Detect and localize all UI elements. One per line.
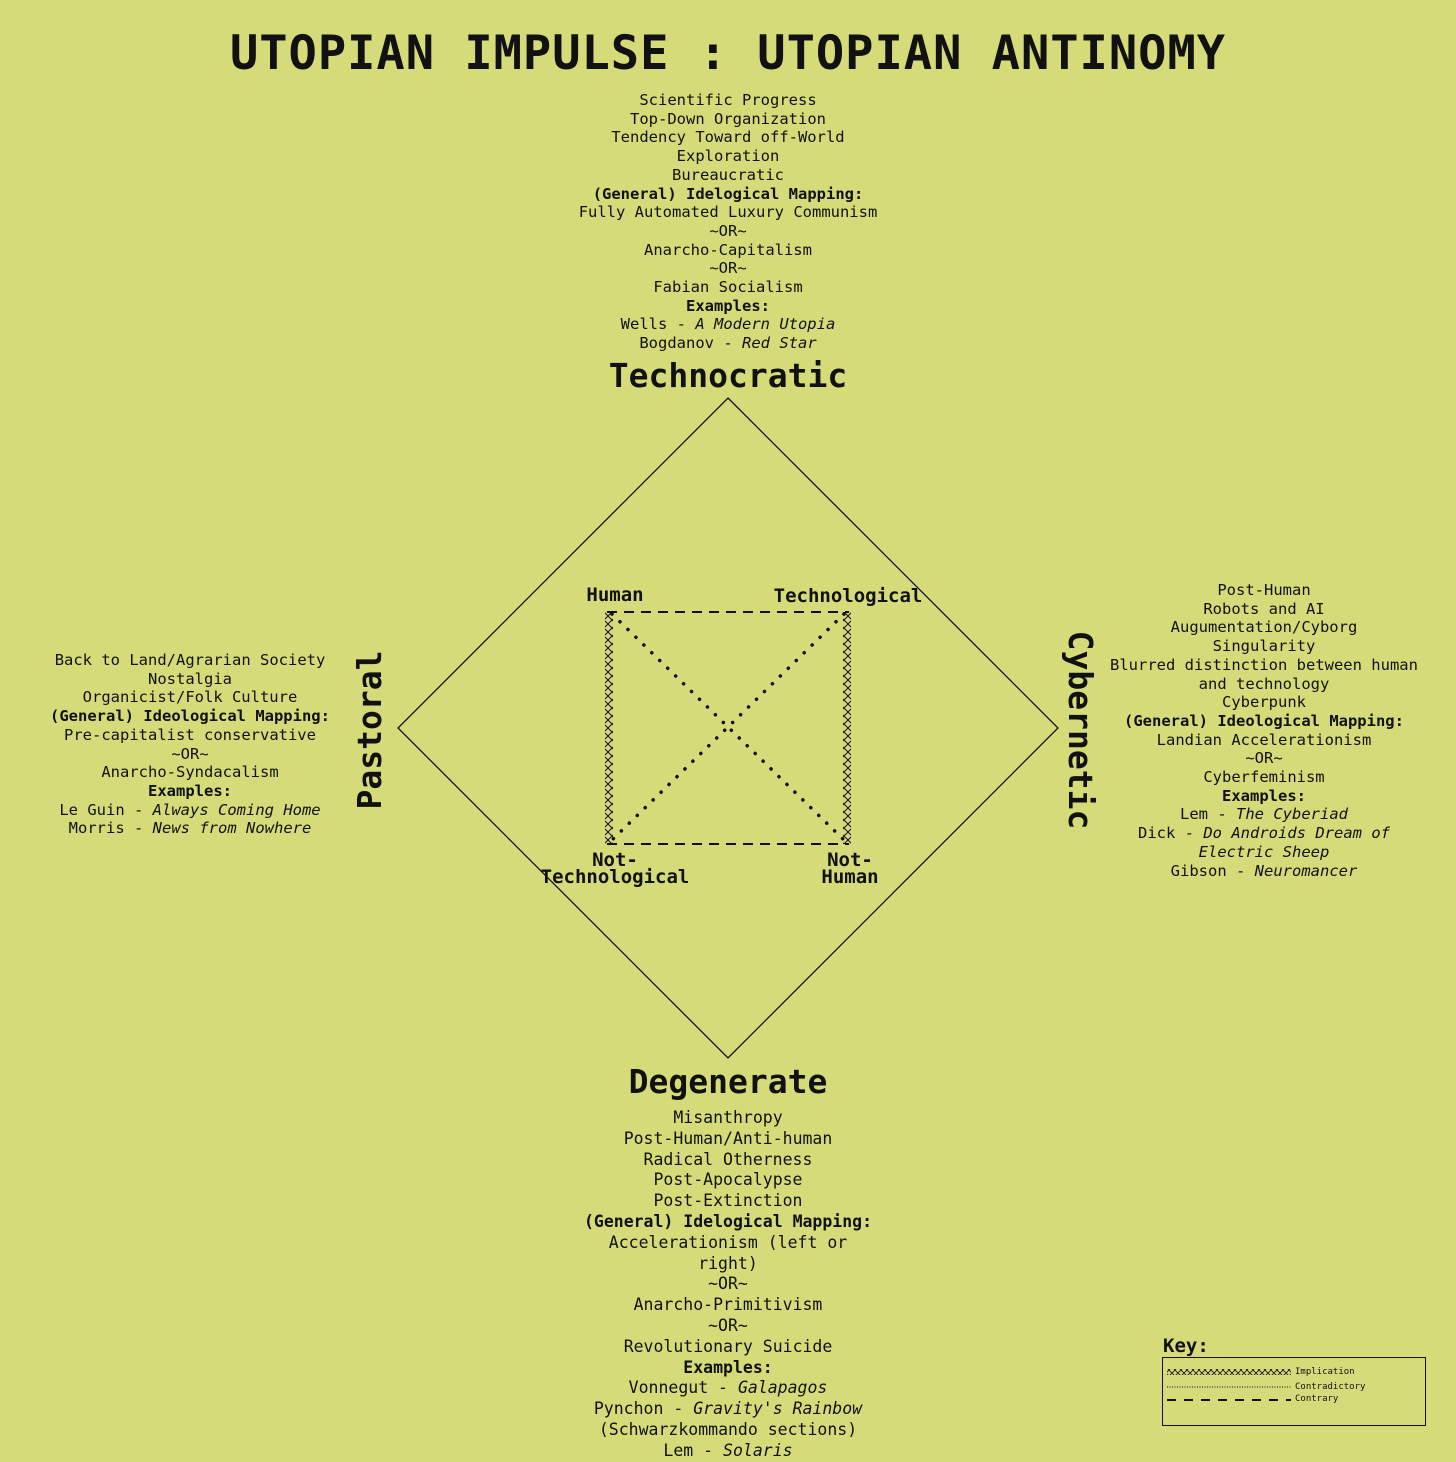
technocratic-line: [478, 147, 978, 166]
key-box: [1162, 1357, 1426, 1426]
technocratic-text: Red Star: [742, 334, 817, 353]
technocratic-line: [478, 203, 978, 222]
cybernetic-line: [1094, 787, 1434, 806]
cybernetic-line: [1094, 824, 1434, 843]
pastoral-line: [20, 670, 360, 689]
pastoral-text: Examples:: [148, 781, 232, 800]
key-contradictory-label: Contradictory: [1295, 1382, 1366, 1392]
implication-line-left: [605, 612, 613, 844]
degenerate-line: [478, 1212, 978, 1233]
technocratic-text: A Modern Utopia: [695, 315, 836, 334]
pastoral-text: Back to Land/Agrarian Society: [54, 651, 326, 669]
technocratic-text: Wells -: [620, 315, 696, 334]
cybernetic-line: [1094, 618, 1434, 637]
technocratic-heading: Technocratic: [608, 356, 848, 395]
cybernetic-text: Electric Sheep: [1198, 842, 1330, 861]
degenerate-line: [478, 1170, 978, 1191]
corner-label-not-human: Not- Human: [821, 849, 879, 888]
degenerate-text: Radical Otherness: [643, 1149, 813, 1169]
degenerate-line: [478, 1274, 978, 1295]
cybernetic-line: [1094, 600, 1434, 619]
pastoral-heading: Pastoral: [350, 650, 389, 810]
degenerate-text: Lem -: [663, 1440, 724, 1460]
pastoral-text: Morris -: [68, 819, 153, 838]
cybernetic-text: ~OR~: [1245, 749, 1283, 768]
degenerate-line: [478, 1191, 978, 1212]
pastoral-description: [20, 651, 360, 838]
pastoral-text: Nostalgia: [148, 669, 232, 688]
pastoral-text: Anarcho-Syndacalism: [101, 763, 279, 782]
degenerate-text: Post-Apocalypse: [653, 1170, 803, 1190]
technocratic-text: Bogdanov -: [639, 334, 742, 353]
technocratic-line: [478, 222, 978, 241]
cybernetic-text: Post-Human: [1217, 581, 1311, 599]
technocratic-text: Fabian Socialism: [653, 278, 803, 297]
degenerate-line: [478, 1399, 978, 1420]
cybernetic-line: [1094, 749, 1434, 768]
cybernetic-line: [1094, 675, 1434, 694]
cybernetic-line: [1094, 693, 1434, 712]
degenerate-text: (Schwarzkommando sections): [598, 1419, 858, 1439]
cybernetic-text: Cyberpunk: [1222, 693, 1306, 712]
contradictory-line-2: [612, 614, 844, 840]
corner-label-not-technological: Not- Technological: [540, 849, 690, 888]
cybernetic-text: Landian Accelerationism: [1156, 730, 1372, 749]
degenerate-line: [478, 1233, 978, 1254]
pastoral-text: (General) Ideological Mapping:: [50, 707, 330, 726]
cybernetic-text: Robots and AI: [1203, 599, 1325, 618]
cybernetic-line: [1094, 731, 1434, 750]
degenerate-line: [478, 1150, 978, 1171]
technocratic-line: [478, 110, 978, 129]
degenerate-text: Pynchon -: [593, 1399, 694, 1419]
cybernetic-text: Examples:: [1222, 786, 1306, 805]
cybernetic-text: Do Androids Dream of: [1203, 824, 1390, 843]
cybernetic-text: and technology: [1198, 674, 1330, 693]
cybernetic-line: [1094, 712, 1434, 731]
implication-line-right: [843, 612, 851, 844]
degenerate-text: Revolutionary Suicide: [623, 1336, 833, 1356]
pastoral-line: [20, 763, 360, 782]
cybernetic-text: Augumentation/Cyborg: [1170, 618, 1358, 637]
cybernetic-text: Singularity: [1212, 637, 1316, 656]
degenerate-text: ~OR~: [708, 1315, 748, 1335]
corner-label-technological: Technological: [773, 585, 923, 607]
technocratic-text: ~OR~: [709, 221, 747, 240]
key-implication-swatch: [1167, 1369, 1291, 1375]
technocratic-line: [478, 185, 978, 204]
diamond-outline: [398, 398, 1058, 1058]
cybernetic-text: Dick -: [1138, 824, 1204, 843]
key-title: Key:: [1163, 1335, 1209, 1357]
pastoral-line: [20, 726, 360, 745]
degenerate-line: [478, 1129, 978, 1150]
cybernetic-text: Neuromancer: [1254, 861, 1358, 880]
degenerate-text: Accelerationism (left or: [608, 1232, 848, 1252]
pastoral-line: [20, 819, 360, 838]
cybernetic-text: Gibson -: [1170, 861, 1255, 880]
cybernetic-text: The Cyberiad: [1236, 805, 1348, 824]
degenerate-text: Galapagos: [737, 1378, 828, 1398]
technocratic-line: [478, 334, 978, 353]
degenerate-text: Gravity's Rainbow: [693, 1399, 863, 1419]
technocratic-line: [478, 128, 978, 147]
technocratic-text: Anarcho-Capitalism: [644, 240, 812, 259]
degenerate-text: ~OR~: [708, 1274, 748, 1294]
cybernetic-line: [1094, 637, 1434, 656]
technocratic-text: Scientific Progress: [639, 91, 817, 109]
degenerate-text: (General) Idelogical Mapping:: [583, 1211, 873, 1231]
degenerate-line: [478, 1108, 978, 1129]
degenerate-text: Solaris: [723, 1440, 793, 1460]
degenerate-line: [478, 1316, 978, 1337]
cybernetic-line: [1094, 862, 1434, 881]
degenerate-text: Vonnegut -: [628, 1378, 738, 1398]
pastoral-line: [20, 707, 360, 726]
technocratic-text: Exploration: [676, 147, 780, 166]
technocratic-text: Examples:: [686, 296, 770, 315]
technocratic-line: [478, 166, 978, 185]
cybernetic-line: [1094, 768, 1434, 787]
pastoral-text: News from Nowhere: [152, 819, 312, 838]
cybernetic-line: [1094, 805, 1434, 824]
pastoral-text: ~OR~: [171, 744, 209, 763]
technocratic-text: Tendency Toward off-World: [611, 128, 845, 147]
cybernetic-description: [1094, 581, 1434, 880]
pastoral-line: [20, 651, 360, 670]
pastoral-line: [20, 801, 360, 820]
degenerate-line: [478, 1441, 978, 1462]
cybernetic-text: (General) Ideological Mapping:: [1124, 711, 1404, 730]
pastoral-line: [20, 745, 360, 764]
pastoral-text: Always Coming Home: [152, 800, 321, 819]
degenerate-line: [478, 1358, 978, 1379]
cybernetic-line: [1094, 843, 1434, 862]
contradictory-line-1: [612, 614, 844, 840]
pastoral-text: Le Guin -: [59, 800, 153, 819]
technocratic-line: [478, 259, 978, 278]
degenerate-line: [478, 1420, 978, 1441]
pastoral-line: [20, 688, 360, 707]
pastoral-text: Pre-capitalist conservative: [64, 725, 316, 744]
technocratic-description: [478, 91, 978, 353]
degenerate-line: [478, 1337, 978, 1358]
pastoral-line: [20, 782, 360, 801]
degenerate-line: [478, 1295, 978, 1316]
degenerate-heading: Degenerate: [628, 1062, 828, 1101]
degenerate-text: right): [698, 1253, 758, 1273]
technocratic-line: [478, 241, 978, 260]
key-swatches: [1163, 1358, 1425, 1425]
technocratic-line: [478, 297, 978, 316]
degenerate-text: Examples:: [683, 1357, 773, 1377]
technocratic-text: Fully Automated Luxury Communism: [578, 203, 878, 222]
cybernetic-text: Blurred distinction between human: [1110, 655, 1418, 674]
key-contrary-label: Contrary: [1295, 1394, 1339, 1404]
technocratic-text: (General) Idelogical Mapping:: [592, 184, 864, 203]
degenerate-text: Misanthropy: [673, 1108, 783, 1127]
technocratic-line: [478, 91, 978, 110]
corner-label-human: Human: [586, 584, 644, 606]
pastoral-text: Organicist/Folk Culture: [82, 688, 298, 707]
cybernetic-text: Lem -: [1180, 805, 1236, 824]
technocratic-text: Top-Down Organization: [630, 109, 826, 128]
cybernetic-line: [1094, 581, 1434, 600]
page-title: UTOPIAN IMPULSE : UTOPIAN ANTINOMY: [229, 26, 1227, 81]
technocratic-text: Bureaucratic: [672, 165, 784, 184]
degenerate-line: [478, 1378, 978, 1399]
degenerate-text: Post-Extinction: [653, 1191, 803, 1211]
key-implication-label: Implication: [1295, 1367, 1355, 1377]
technocratic-line: [478, 315, 978, 334]
technocratic-line: [478, 278, 978, 297]
cybernetic-heading: Cybernetic: [1061, 630, 1100, 830]
technocratic-text: ~OR~: [709, 259, 747, 278]
degenerate-text: Post-Human/Anti-human: [623, 1128, 833, 1148]
degenerate-description: [478, 1108, 978, 1462]
cybernetic-text: Cyberfeminism: [1203, 768, 1325, 787]
degenerate-text: Anarcho-Primitivism: [633, 1295, 823, 1315]
cybernetic-line: [1094, 656, 1434, 675]
degenerate-line: [478, 1254, 978, 1275]
